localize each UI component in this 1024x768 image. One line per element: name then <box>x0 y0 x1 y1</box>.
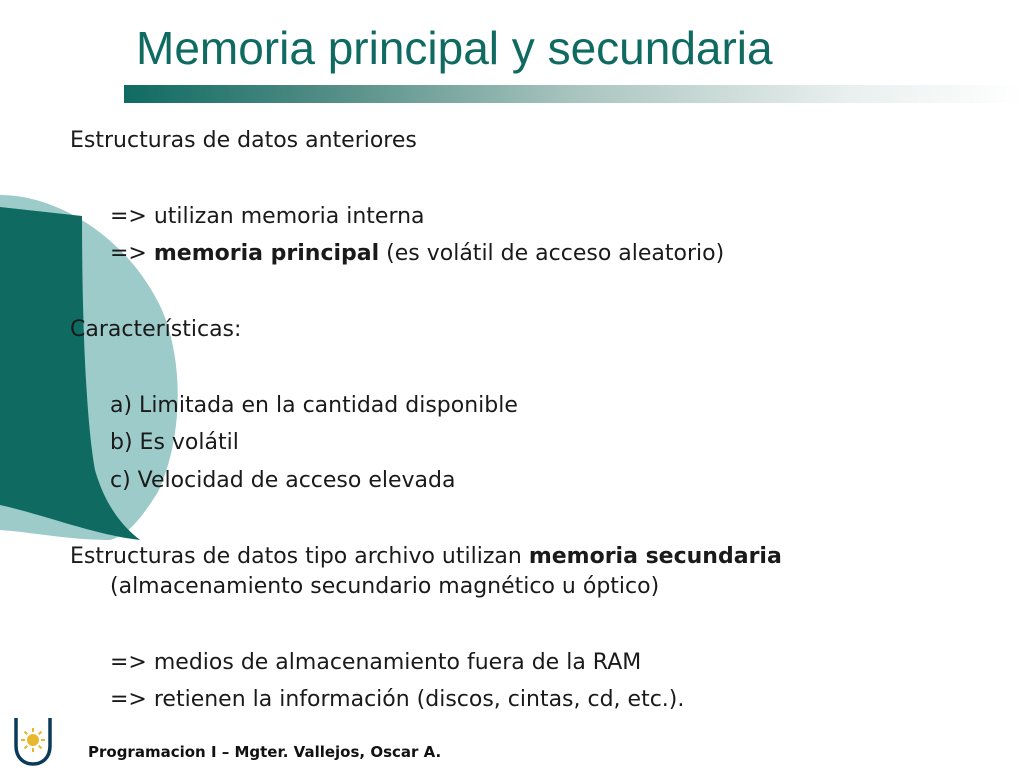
arrow-prefix: => <box>110 241 154 267</box>
paragraph-memoria-secundaria <box>70 538 970 606</box>
list-item: c) Velocidad de acceso elevada <box>110 468 456 494</box>
list-item: b) Es volátil <box>110 430 239 456</box>
text-suffix: (es volátil de acceso aleatorio) <box>379 241 725 267</box>
list-item: a) Limitada en la cantidad disponible <box>110 392 518 418</box>
spacer <box>70 500 970 538</box>
slide-body <box>70 122 970 719</box>
text-prefix: Estructuras de datos tipo archivo utilizan <box>70 543 529 569</box>
spacer <box>70 349 970 387</box>
text-line: Características: <box>70 316 242 342</box>
text-line: Estructuras de datos anteriores <box>70 128 417 153</box>
text-line: => retienen la información (discos, cintas, cd, etc.). <box>110 687 685 713</box>
text-line: => utilizan memoria interna <box>110 203 425 229</box>
slide-title: Memoria principal y secundaria <box>136 22 773 74</box>
text-suffix: (almacenamiento secundario magnético u óptico) <box>110 573 660 599</box>
slide-footer: Programacion I – Mgter. Vallejos, Oscar A. <box>88 743 442 761</box>
text-line: => medios de almacenamiento fuera de la RAM <box>110 649 642 675</box>
title-underline-bar <box>124 85 1024 103</box>
bold-term: memoria secundaria <box>528 543 782 569</box>
bold-term: memoria principal <box>153 241 380 267</box>
text-line-memoria-principal <box>70 235 970 273</box>
spacer <box>70 606 970 644</box>
university-logo-icon <box>12 716 54 766</box>
spacer <box>70 160 970 198</box>
spacer <box>70 273 970 311</box>
